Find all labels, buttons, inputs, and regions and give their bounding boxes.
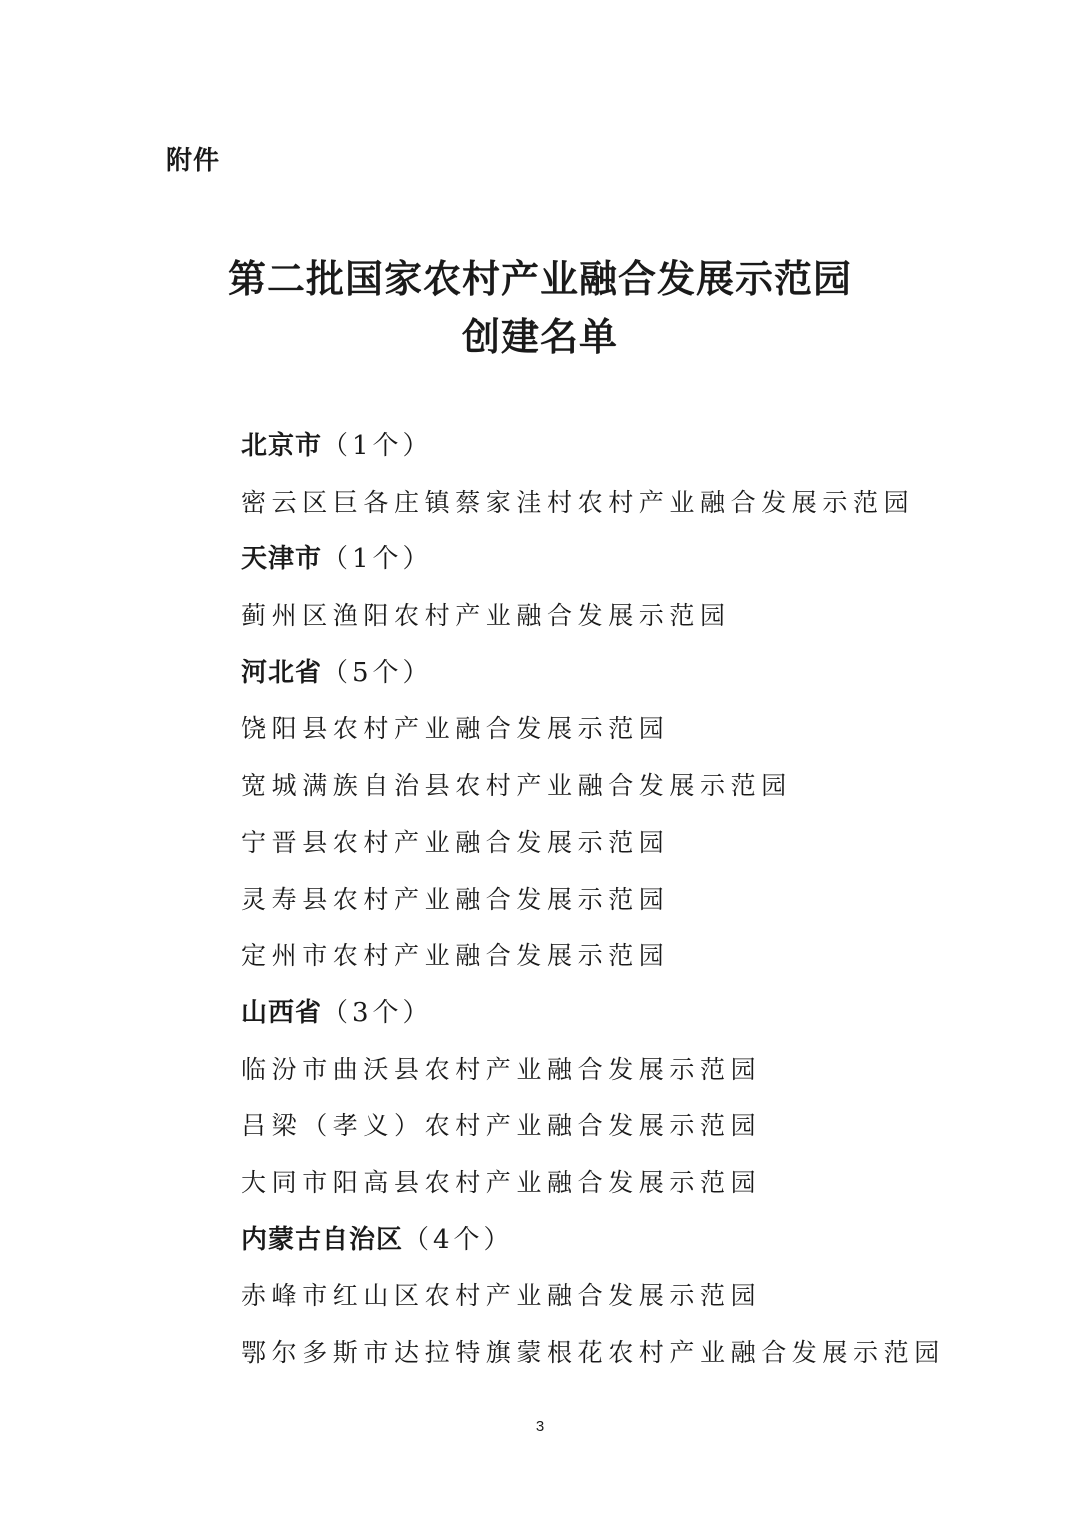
group-name: 北京市	[241, 431, 323, 461]
page-number: 3	[535, 1418, 545, 1435]
list-item: 临汾市曲沃县农村产业融合发展示范园	[241, 1054, 762, 1084]
group-heading-inner-mongolia	[241, 1212, 1021, 1269]
group-heading-shanxi	[241, 985, 1021, 1042]
list-item: 鄂尔多斯市达拉特旗蒙根花农村产业融合发展示范园	[241, 1338, 945, 1367]
group-name: 河北省	[241, 657, 323, 688]
list-item: 灵寿县农村产业融合发展示范园	[241, 884, 670, 914]
list-item: 定州市农村产业融合发展示范园	[241, 941, 670, 971]
list-item: 大同市阳高县农村产业融合发展示范园	[241, 1167, 762, 1197]
document-title-line-2: 创建名单	[461, 314, 618, 359]
group-name: 山西省	[241, 997, 323, 1028]
group-name: 天津市	[241, 544, 323, 575]
group-count: （1个）	[322, 431, 433, 461]
group-name: 内蒙古自治区	[241, 1224, 404, 1255]
park-list	[241, 418, 1021, 1382]
attachment-label: 附件	[166, 146, 221, 176]
list-item: 饶阳县农村产业融合发展示范园	[241, 714, 670, 744]
list-item: 宁晋县农村产业融合发展示范园	[241, 827, 670, 857]
group-count: （4个）	[403, 1224, 514, 1255]
list-item: 吕梁（孝义）农村产业融合发展示范园	[241, 1111, 762, 1141]
group-count: （5个）	[322, 657, 433, 688]
group-heading-tianjin	[241, 531, 1021, 588]
group-count: （3个）	[322, 997, 433, 1028]
group-heading-beijing	[241, 418, 1021, 475]
list-item: 蓟州区渔阳农村产业融合发展示范园	[241, 601, 731, 631]
list-item: 密云区巨各庄镇蔡家洼村农村产业融合发展示范园	[241, 487, 915, 517]
group-heading-hebei	[241, 645, 1021, 702]
document-title-line-1: 第二批国家农村产业融合发展示范园	[227, 256, 852, 301]
group-count: （1个）	[322, 544, 433, 575]
list-item: 赤峰市红山区农村产业融合发展示范园	[241, 1281, 762, 1311]
list-item: 宽城满族自治县农村产业融合发展示范园	[241, 771, 792, 801]
